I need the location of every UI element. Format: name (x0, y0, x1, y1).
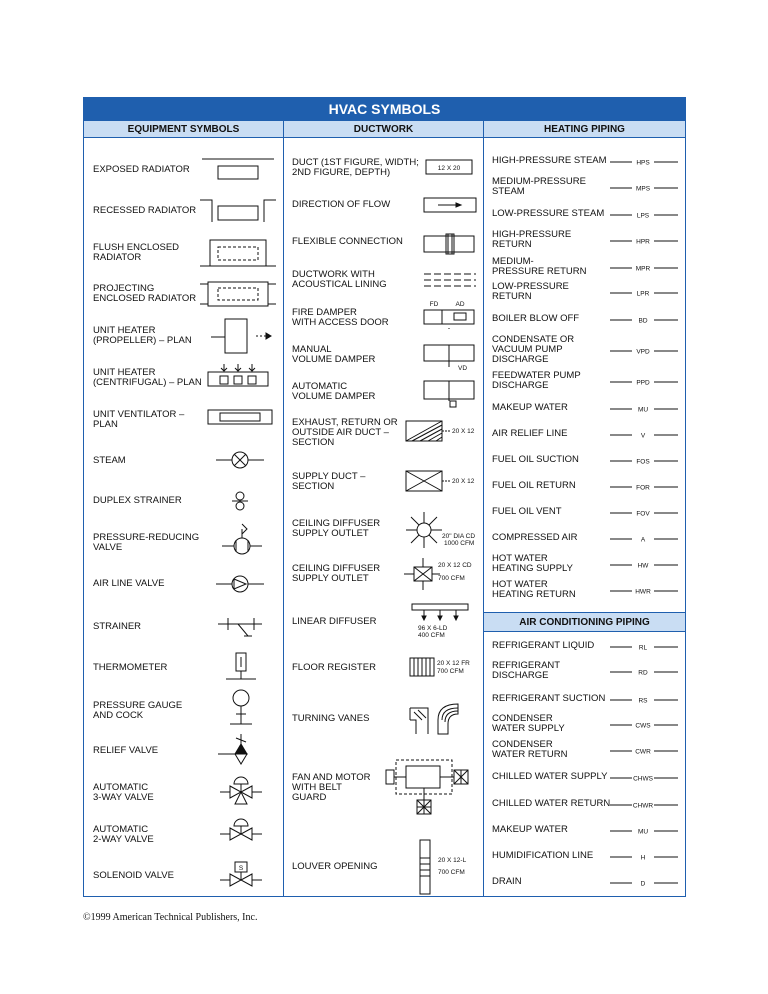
symbol-chart (83, 97, 686, 897)
floor-register-cfm-label: 700 CFM (437, 668, 464, 675)
pipe-code: RS (638, 697, 648, 705)
pipe-line-label: HOT WATER HEATING RETURN (492, 579, 576, 600)
pipe-line-symbol (608, 430, 680, 440)
pipe-code: FOV (636, 510, 650, 518)
pipe-code: MU (637, 406, 649, 414)
pipe-line-label: FUEL OIL SUCTION (492, 454, 579, 465)
pipe-line-symbol (608, 667, 680, 677)
equipment-label: RELIEF VALVE (93, 745, 159, 756)
equipment-column-header: EQUIPMENT SYMBOLS (84, 121, 283, 138)
pipe-line-label: REFRIGERANT LIQUID (492, 640, 595, 651)
pipe-line-label: HUMIDIFICATION LINE (492, 850, 594, 861)
ductwork-label: DUCTWORK WITH ACOUSTICAL LINING (292, 269, 387, 290)
access-door-label: AD (455, 301, 465, 308)
automatic-volume-damper-icon (420, 379, 480, 411)
pipe-code: FOR (636, 484, 650, 492)
fan-motor-belt-guard-icon (384, 752, 474, 822)
pipe-line-symbol (608, 852, 680, 862)
manual-volume-damper-icon (420, 343, 480, 373)
thermometer-icon (198, 651, 278, 683)
ductwork-label: DIRECTION OF FLOW (292, 199, 391, 210)
equipment-label: FLUSH ENCLOSED RADIATOR (93, 242, 180, 263)
ductwork-label: LOUVER OPENING (292, 861, 378, 872)
pipe-line-symbol (608, 263, 680, 273)
pipe-code: A (640, 536, 646, 544)
exhaust-size-label: 20 X 12 (452, 428, 475, 435)
pipe-line-symbol (608, 642, 680, 652)
equipment-label: PRESSURE GAUGE AND COCK (93, 700, 183, 721)
acoustical-lining-icon (420, 271, 480, 291)
volume-damper-label: VD (458, 365, 468, 372)
heating-column-header: HEATING PIPING (484, 121, 685, 138)
supply-size-label: 20 X 12 (452, 478, 475, 485)
pipe-line-symbol (608, 560, 680, 570)
ductwork-label: CEILING DIFFUSER SUPPLY OUTLET (292, 518, 381, 539)
equipment-label: UNIT VENTILATOR – PLAN (93, 409, 185, 430)
pipe-line-label: MAKEUP WATER (492, 402, 568, 413)
linear-diffuser-icon (402, 602, 482, 642)
pipe-line-symbol (608, 773, 680, 783)
pipe-line-symbol (608, 377, 680, 387)
pipe-code: VPD (636, 348, 650, 356)
ductwork-label: DUCT (1ST FIGURE, WIDTH; 2ND FIGURE, DEPTH) (292, 157, 419, 178)
exposed-radiator-icon (198, 154, 278, 184)
equipment-label: UNIT HEATER (PROPELLER) – PLAN (93, 325, 192, 346)
square-diffuser-size-label: 20 X 12 CD (438, 562, 472, 569)
ductwork-label: TURNING VANES (292, 713, 370, 724)
pipe-code: RL (638, 644, 648, 652)
ductwork-label: FLEXIBLE CONNECTION (292, 236, 403, 247)
equipment-label: DUPLEX STRAINER (93, 495, 182, 506)
equipment-label: AIR LINE VALVE (93, 578, 165, 589)
unit-ventilator-icon (198, 406, 278, 430)
equipment-label: UNIT HEATER (CENTRIFUGAL) – PLAN (93, 367, 202, 388)
pipe-line-symbol (608, 482, 680, 492)
pipe-line-symbol (608, 534, 680, 544)
round-diffuser-cfm-label: 1000 CFM (444, 540, 475, 547)
ductwork-label: CEILING DIFFUSER SUPPLY OUTLET (292, 563, 381, 584)
ductwork-label: EXHAUST, RETURN OR OUTSIDE AIR DUCT – SECTION (292, 417, 398, 448)
pipe-line-label: CONDENSER WATER RETURN (492, 739, 568, 760)
pipe-line-label: CONDENSATE OR VACUUM PUMP DISCHARGE (492, 334, 575, 365)
duct-size-icon (420, 158, 480, 178)
pipe-line-symbol (608, 586, 680, 596)
pipe-line-label: HIGH-PRESSURE STEAM (492, 155, 607, 166)
pipe-line-label: CHILLED WATER SUPPLY (492, 771, 608, 782)
projecting-enclosed-radiator-icon (198, 278, 278, 310)
ductwork-label: MANUAL VOLUME DAMPER (292, 344, 376, 365)
pipe-line-symbol (608, 236, 680, 246)
pipe-code: V (640, 432, 646, 440)
duplex-strainer-icon (198, 488, 278, 514)
relief-valve-icon (198, 732, 278, 768)
strainer-icon (198, 612, 278, 644)
pipe-line-symbol (608, 157, 680, 167)
recessed-radiator-icon (198, 196, 278, 226)
louver-size-label: 20 X 12-L (438, 857, 467, 864)
pipe-line-label: HIGH-PRESSURE RETURN (492, 229, 572, 250)
pipe-code: LPR (636, 290, 650, 298)
pipe-line-symbol (608, 878, 680, 888)
pipe-line-label: BOILER BLOW OFF (492, 313, 580, 324)
ductwork-label: SUPPLY DUCT – SECTION (292, 471, 366, 492)
pipe-code: CWR (635, 748, 651, 756)
exhaust-duct-section-icon (402, 418, 482, 446)
pipe-line-symbol (608, 210, 680, 220)
louver-opening-icon (414, 838, 484, 898)
pipe-line-label: LOW-PRESSURE RETURN (492, 281, 569, 302)
unit-heater-centrifugal-icon (198, 362, 278, 390)
linear-diffuser-size-label: 96 X 6-LD (418, 625, 448, 632)
pipe-line-label: CHILLED WATER RETURN (492, 798, 611, 809)
pipe-code: FOS (636, 458, 650, 466)
pipe-code: MPS (635, 185, 651, 193)
pipe-line-label: DRAIN (492, 876, 522, 887)
pipe-code: D (640, 880, 646, 888)
flexible-connection-icon (420, 232, 480, 256)
pipe-line-symbol (608, 456, 680, 466)
column-divider (283, 121, 284, 897)
pipe-line-symbol (608, 404, 680, 414)
pipe-line-label: HOT WATER HEATING SUPPLY (492, 553, 573, 574)
pipe-line-symbol (608, 315, 680, 325)
equipment-label: AUTOMATIC 2-WAY VALVE (93, 824, 154, 845)
direction-of-flow-icon (420, 195, 480, 217)
equipment-label: PRESSURE-REDUCING VALVE (93, 532, 200, 553)
ductwork-label: FLOOR REGISTER (292, 662, 376, 673)
ductwork-column-header: DUCTWORK (284, 121, 483, 138)
pipe-line-label: REFRIGERANT DISCHARGE (492, 660, 561, 681)
round-diffuser-size-label: 20" DIA CD (442, 533, 476, 540)
equipment-label: RECESSED RADIATOR (93, 205, 197, 216)
pipe-line-label: LOW-PRESSURE STEAM (492, 208, 605, 219)
pipe-code: CHWR (632, 802, 654, 810)
turning-vanes-icon (402, 698, 482, 738)
pipe-line-label: FEEDWATER PUMP DISCHARGE (492, 370, 581, 391)
pipe-code: PPD (636, 379, 650, 387)
pipe-line-symbol (608, 695, 680, 705)
pipe-code: HWR (635, 588, 651, 596)
floor-register-size-label: 20 X 12 FR (437, 660, 470, 667)
equipment-label: SOLENOID VALVE (93, 870, 174, 881)
pipe-line-label: FUEL OIL RETURN (492, 480, 576, 491)
pipe-code: RD (638, 669, 648, 677)
solenoid-letter: S (238, 865, 244, 872)
copyright: ©1999 American Technical Publishers, Inc. (83, 912, 258, 923)
ac-piping-header: AIR CONDITIONING PIPING (484, 612, 685, 632)
equipment-label: EXPOSED RADIATOR (93, 164, 190, 175)
equipment-label: STEAM (93, 455, 126, 466)
pipe-line-symbol (608, 826, 680, 836)
flush-enclosed-radiator-icon (198, 237, 278, 269)
pipe-line-label: AIR RELIEF LINE (492, 428, 568, 439)
automatic-two-way-valve-icon (198, 818, 278, 846)
fire-damper-icon (420, 298, 480, 334)
equipment-label: PROJECTING ENCLOSED RADIATOR (93, 283, 197, 304)
pipe-code: MU (637, 828, 649, 836)
pipe-line-symbol (608, 183, 680, 193)
fire-damper-label: FD (429, 301, 439, 308)
pipe-code: MPR (635, 265, 651, 273)
pipe-line-label: MEDIUM-PRESSURE STEAM (492, 176, 586, 197)
pipe-line-symbol (608, 800, 680, 810)
equipment-label: AUTOMATIC 3-WAY VALVE (93, 782, 154, 803)
ductwork-label: LINEAR DIFFUSER (292, 616, 377, 627)
pipe-line-label: MEDIUM- PRESSURE RETURN (492, 256, 587, 277)
chart-title: HVAC SYMBOLS (84, 98, 685, 121)
pipe-code: LPS (636, 212, 650, 220)
pipe-code: BD (638, 317, 648, 325)
linear-diffuser-cfm-label: 400 CFM (418, 632, 445, 639)
pipe-line-label: COMPRESSED AIR (492, 532, 578, 543)
duct-size-label: 12 X 20 (437, 165, 461, 172)
pipe-line-label: FUEL OIL VENT (492, 506, 562, 517)
steam-valve-icon (198, 448, 278, 472)
pipe-line-symbol (608, 508, 680, 518)
pressure-gauge-icon (198, 688, 278, 728)
equipment-label: STRAINER (93, 621, 142, 632)
square-diffuser-cfm-label: 700 CFM (438, 575, 465, 582)
pipe-code: HPS (636, 159, 650, 167)
ductwork-label: FIRE DAMPER WITH ACCESS DOOR (292, 307, 389, 328)
floor-register-icon (402, 656, 482, 680)
pipe-code: H (640, 854, 646, 862)
louver-cfm-label: 700 CFM (438, 869, 465, 876)
round-ceiling-diffuser-icon (402, 506, 492, 556)
pipe-line-label: CONDENSER WATER SUPPLY (492, 713, 565, 734)
unit-heater-propeller-icon (198, 317, 278, 357)
automatic-three-way-valve-icon (198, 776, 278, 808)
pipe-line-symbol (608, 746, 680, 756)
equipment-label: THERMOMETER (93, 662, 168, 673)
pipe-line-symbol (608, 720, 680, 730)
pipe-code: HPR (636, 238, 650, 246)
pipe-line-label: REFRIGERANT SUCTION (492, 693, 606, 704)
pipe-code: CHWS (633, 775, 653, 783)
pressure-reducing-valve-icon (198, 522, 278, 558)
pipe-line-symbol (608, 288, 680, 298)
air-line-valve-icon (198, 572, 278, 596)
pipe-line-label: MAKEUP WATER (492, 824, 568, 835)
square-ceiling-diffuser-icon (402, 556, 492, 592)
ductwork-label: FAN AND MOTOR WITH BELT GUARD (292, 772, 371, 803)
ductwork-label: AUTOMATIC VOLUME DAMPER (292, 381, 376, 402)
pipe-code: HW (637, 562, 649, 570)
pipe-code: CWS (635, 722, 651, 730)
supply-duct-section-icon (402, 468, 482, 496)
pipe-line-symbol (608, 346, 680, 356)
solenoid-valve-icon (198, 860, 278, 892)
